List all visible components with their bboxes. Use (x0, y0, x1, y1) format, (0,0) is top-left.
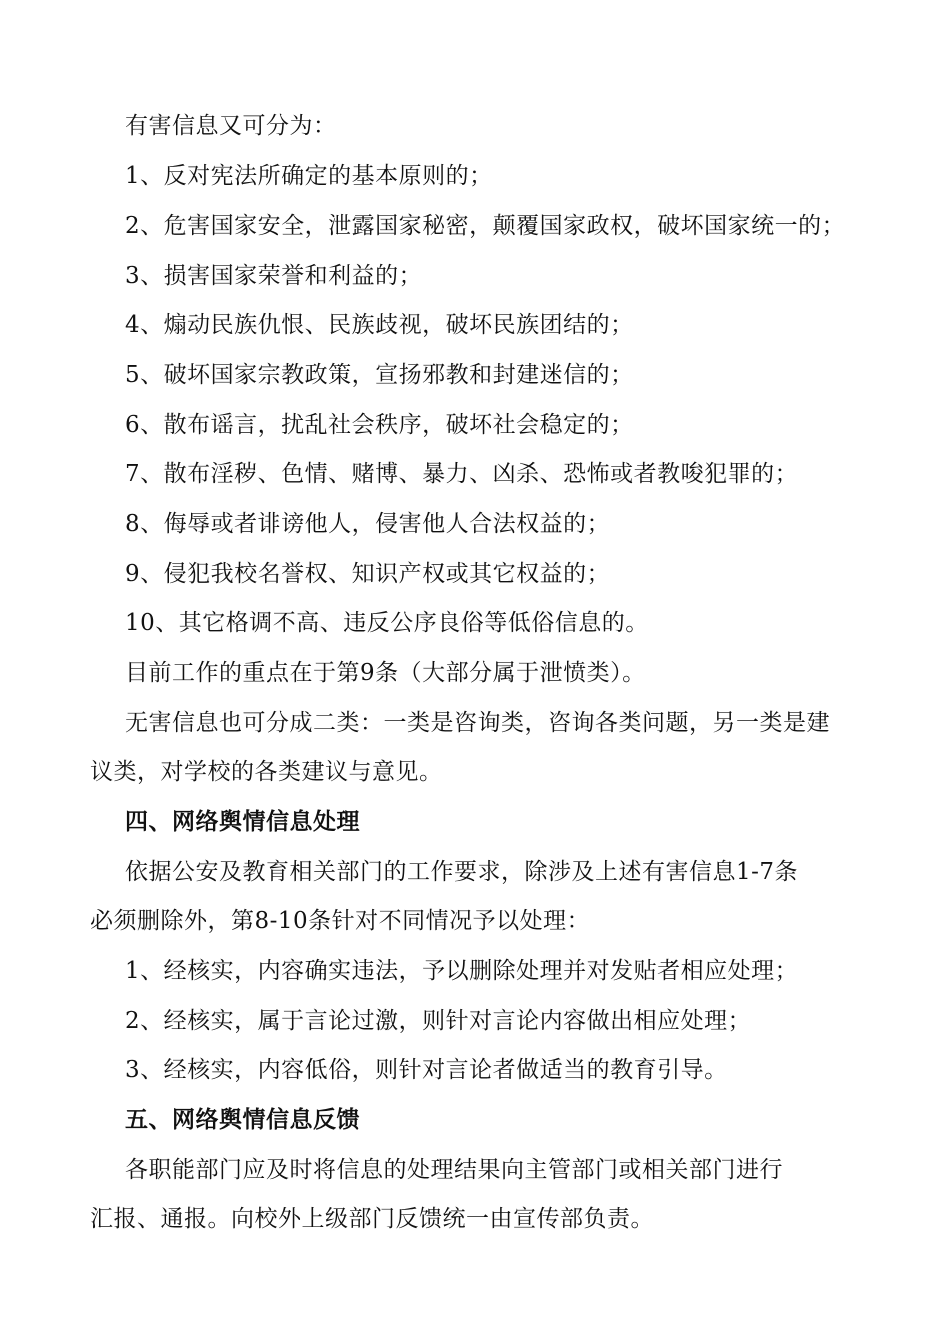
focus-note: 目前工作的重点在于第9条（大部分属于泄愤类）。 (125, 660, 646, 686)
section-4-heading: 四、网络舆情信息处理 (125, 809, 360, 835)
section-5-para-line-2: 汇报、通报。向校外上级部门反馈统一由宣传部负责。 (90, 1206, 654, 1232)
section-4-item-1: 1、经核实，内容确实违法，予以删除处理并对发贴者相应处理； (125, 958, 799, 984)
harmful-item-9: 9、侵犯我校名誉权、知识产权或其它权益的； (125, 561, 611, 587)
harmful-item-10: 10、其它格调不高、违反公序良俗等低俗信息的。 (125, 610, 649, 636)
section-4-item-3: 3、经核实，内容低俗，则针对言论者做适当的教育引导。 (125, 1057, 728, 1083)
harmful-item-6: 6、散布谣言，扰乱社会秩序，破坏社会稳定的； (125, 412, 634, 438)
harmless-para-line-2: 议类，对学校的各类建议与意见。 (90, 759, 443, 785)
harmful-item-5: 5、破坏国家宗教政策，宣扬邪教和封建迷信的； (125, 362, 634, 388)
section-4-para-line-1: 依据公安及教育相关部门的工作要求，除涉及上述有害信息1-7条 (125, 859, 799, 885)
harmful-item-7: 7、散布淫秽、色情、赌博、暴力、凶杀、恐怖或者教唆犯罪的； (125, 461, 799, 487)
intro-line: 有害信息又可分为： (125, 113, 337, 139)
section-5-para-line-1: 各职能部门应及时将信息的处理结果向主管部门或相关部门进行 (125, 1157, 783, 1183)
harmless-para-line-1: 无害信息也可分成二类：一类是咨询类，咨询各类问题，另一类是建 (125, 710, 830, 736)
harmful-item-4: 4、煽动民族仇恨、民族歧视，破坏民族团结的； (125, 312, 634, 338)
harmful-item-3: 3、损害国家荣誉和利益的； (125, 263, 423, 289)
harmful-item-8: 8、侮辱或者诽谤他人，侵害他人合法权益的； (125, 511, 611, 537)
section-4-para-line-2: 必须删除外，第8-10条针对不同情况予以处理： (90, 908, 591, 934)
harmful-item-2: 2、危害国家安全，泄露国家秘密，颠覆国家政权，破坏国家统一的； (125, 213, 846, 239)
section-4-item-2: 2、经核实，属于言论过激，则针对言论内容做出相应处理； (125, 1008, 752, 1034)
harmful-item-1: 1、反对宪法所确定的基本原则的； (125, 163, 493, 189)
section-5-heading: 五、网络舆情信息反馈 (125, 1107, 360, 1133)
